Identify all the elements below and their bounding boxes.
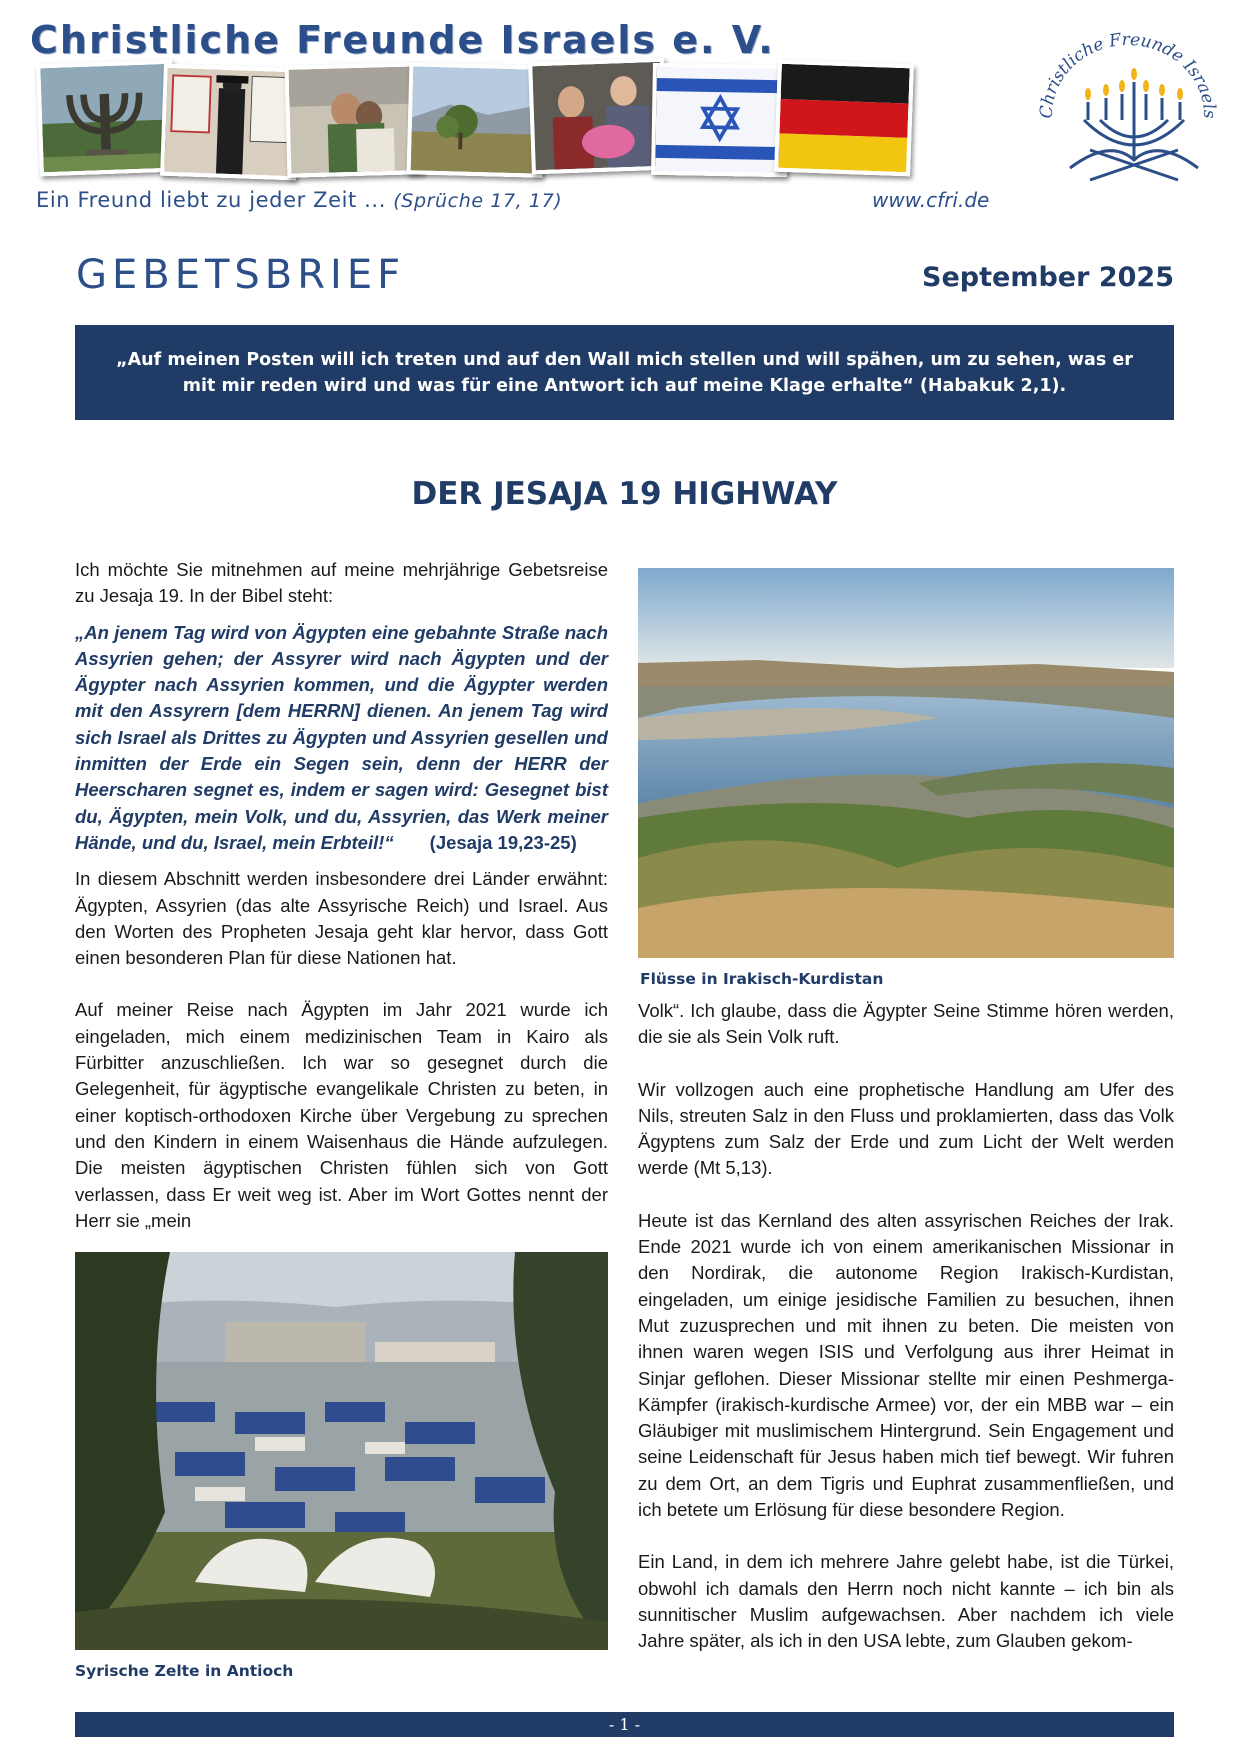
tagline-text: Ein Freund liebt zu jeder Zeit ... — [36, 188, 386, 212]
header-photo-strip — [30, 62, 1010, 184]
paragraph-2: Auf meiner Reise nach Ägypten im Jahr 2021 wurde ich eingeladen, mich einem medizinischen Team in Kairo als Fürbitter anzuschließen. Ich war so gesegnet durch die Gelegenheit, für ägyptische evangelikale Christen zu beten, in einer koptisch-orthodoxen Kirche über Vergebung zu sprechen und den Kindern in einem Waisenhaus die Hände aufzulegen. Die meisten ägyptischen Christen fühlen sich von Gott verlassen, dass Er weit weg ist. Aber im Wort Gottes nennt der Herr sie „mein — [75, 999, 608, 1231]
document-date: September 2025 — [922, 262, 1174, 293]
document-title: GEBETSBRIEF — [76, 252, 406, 298]
israel-flag-photo — [651, 63, 789, 177]
paragraph-1: In diesem Abschnitt werden insbesondere drei Länder erwähnt: Ägypten, Assyrien (das alte Assyrische Reich) und Israel. Aus den Worten des Propheten Jesaja geht klar hervor, dass Gott einen besonderen Plan für diese Nationen hat. — [75, 868, 608, 969]
bible-quote — [75, 620, 608, 857]
tagline-reference: (Sprüche 17, 17) — [393, 190, 563, 212]
paragraph-5: Ein Land, in dem ich mehrere Jahre gelebt habe, ist die Türkei, obwohl ich damals den Herrn noch nicht kannte – ich bin als sunnitischer Muslim aufgewachsen. Aber nachdem ich viele Jahre später, als ich in den USA lebte, zum Glauben gekom- — [638, 1551, 1174, 1652]
paragraph-2-continued: Volk“. Ich glaube, dass die Ägypter Seine Stimme hören werden, die sie als Sein Volk ruft. — [638, 1000, 1174, 1048]
germany-flag-photo — [774, 60, 914, 177]
bible-reference: (Jesaja 19,23-25) — [429, 831, 577, 853]
organization-name: Christliche Freunde Israels e. V. — [30, 18, 775, 62]
left-column — [75, 557, 608, 1234]
tagline — [36, 188, 562, 212]
banner-quote: „Auf meinen Posten will ich treten und auf den Wall mich stellen und will spähen, um zu sehen, was er mit mir reden wird und was für eine Antwort ich auf meine Klage erhalte“ (Habakuk 2,1). — [116, 349, 1133, 396]
website-link[interactable]: www.cfri.de — [872, 188, 990, 212]
river-photo — [638, 568, 1174, 958]
svg-text:Christliche Freunde Israels — [1037, 30, 1219, 119]
paragraph-3: Wir vollzogen auch eine prophetische Handlung am Ufer des Nils, streuten Salz in den Fluss und proklamierten, dass das Volk Ägyptens zum Salz der Erde und zum Licht der Welt werden werde (Mt 5,13). — [638, 1078, 1174, 1179]
article-headline: DER JESAJA 19 HIGHWAY — [411, 476, 838, 512]
bible-quote-text: „An jenem Tag wird von Ägypten eine gebahnte Straße nach Assyrien gehen; der Assyrer wird nach Ägypten und der Ägypter nach Assyrien kommen, und die Ägypter werden mit den Assyrern [dem HERRN] dienen. An jenem Tag wird sich Israel als Drittes zu Ägypten und Assyrien gesellen und inmitten der Erde ein Segen sein, denn der HERR der Heerscharen segnet es, indem er sagen wird: Gesegnet bist du, Ägypten, mein Volk, und du, Assyrien, das Werk meiner Hände, und du, Israel, mein Erbteil!“ — [75, 621, 608, 853]
intro-paragraph: Ich möchte Sie mitnehmen auf meine mehrjährige Gebetsreise zu Jesaja 19. In der Bibel steht: — [75, 559, 608, 607]
poster-wall-photo — [160, 64, 300, 181]
right-column — [638, 998, 1174, 1655]
tents-photo — [75, 1252, 608, 1650]
tents-caption: Syrische Zelte in Antioch — [75, 1662, 294, 1680]
organization-logo — [1030, 20, 1226, 208]
landscape-photo — [407, 62, 546, 178]
elderly-people-photo — [528, 58, 668, 175]
logo-text: Christliche Freunde Israels — [1036, 29, 1220, 119]
quote-banner — [75, 325, 1174, 420]
paragraph-4: Heute ist das Kernland des alten assyrischen Reiches der Irak. Ende 2021 wurde ich von einem amerikanischen Missionar in den Nordirak, die autonome Region Irakisch-Kurdistan, eingeladen, um einige jesidische Familien zu besuchen, ihnen Mut zuzusprechen und mit ihnen zu beten. Die meisten von ihnen waren wegen ISIS und Verfolgung aus ihrer Heimat in Sinjar geflohen. Dieser Missionar stellte mir einen Peshmerga-Kämpfer (irakisch-kurdische Armee) vor, der ein MBB war – ein Gläubiger mit muslimischem Hintergrund. Sein Engagement und seine Leidenschaft für Jesus haben mich tief bewegt. Wir fuhren zu dem Ort, an dem Tigris und Euphrat zusammenfließen, und ich betete um Erlösung für diese besondere Region. — [638, 1209, 1174, 1521]
embrace-photo — [285, 62, 424, 178]
menorah-photo — [36, 60, 176, 177]
footer-page-number: - 1 - — [75, 1712, 1174, 1737]
river-caption: Flüsse in Irakisch-Kurdistan — [640, 970, 884, 988]
